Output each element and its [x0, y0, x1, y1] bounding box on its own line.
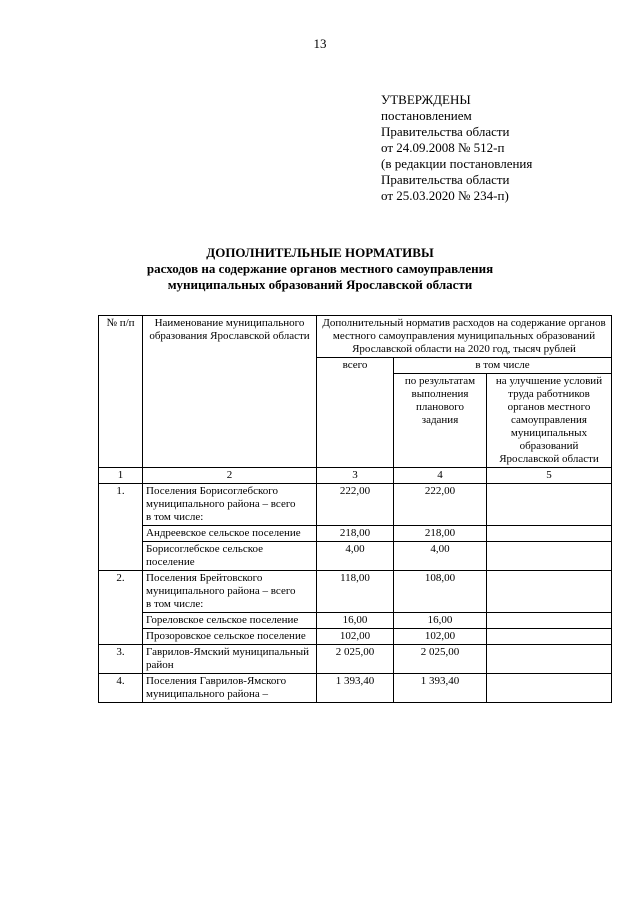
- table-row: [99, 613, 612, 629]
- title-line-1: ДОПОЛНИТЕЛЬНЫЕ НОРМАТИВЫ: [206, 245, 434, 260]
- row-improve: [487, 571, 612, 613]
- document-title: [0, 245, 640, 293]
- row-results: 2 025,00: [394, 645, 487, 674]
- row-improve: [487, 629, 612, 645]
- row-name-cell: [143, 484, 317, 526]
- row-total: 222,00: [317, 484, 394, 526]
- row-results: 218,00: [394, 526, 487, 542]
- approval-line: от 24.09.2008 № 512-п: [381, 140, 505, 155]
- header-row: [99, 316, 612, 358]
- row-name: Гореловское сельское поселение: [143, 613, 317, 629]
- row-improve: [487, 484, 612, 526]
- row-total: 4,00: [317, 542, 394, 571]
- row-results: 16,00: [394, 613, 487, 629]
- title-line-3: муниципальных образований Ярославской области: [167, 277, 473, 292]
- table-row: [99, 645, 612, 674]
- header-improve: на улучшение условий труда работников органов местного самоуправления муниципальных образований Ярославской области: [487, 374, 612, 468]
- row-num: 4.: [99, 674, 143, 703]
- approval-line: от 25.03.2020 № 234-п): [381, 188, 509, 203]
- table-row: [99, 484, 612, 526]
- table-row: [99, 674, 612, 703]
- col-number: 4: [394, 468, 487, 484]
- approval-line: Правительства области: [381, 172, 510, 187]
- row-sub: в том числе:: [146, 598, 204, 610]
- row-num: 2.: [99, 571, 143, 645]
- row-num: 1.: [99, 484, 143, 571]
- row-total: 1 393,40: [317, 674, 394, 703]
- row-name-cell: [143, 571, 317, 613]
- header-name: Наименование муниципального образования Ярославской области: [143, 316, 317, 468]
- row-results: 108,00: [394, 571, 487, 613]
- header-total: всего: [317, 358, 394, 468]
- row-results: 1 393,40: [394, 674, 487, 703]
- header-norm: Дополнительный норматив расходов на содержание органов местного самоуправления муниципальных образований Ярославской области на 2020 год, тысяч рублей: [317, 316, 612, 358]
- col-number: 5: [487, 468, 612, 484]
- approval-block: [381, 92, 621, 204]
- table-row: [99, 629, 612, 645]
- row-total: 102,00: [317, 629, 394, 645]
- col-number: 1: [99, 468, 143, 484]
- row-results: 102,00: [394, 629, 487, 645]
- row-improve: [487, 645, 612, 674]
- row-name: Борисоглебское сельское поселение: [143, 542, 317, 571]
- header-results: по результатам выполнения планового задания: [394, 374, 487, 468]
- col-number: 3: [317, 468, 394, 484]
- row-num: 3.: [99, 645, 143, 674]
- row-results: 4,00: [394, 542, 487, 571]
- row-total: 2 025,00: [317, 645, 394, 674]
- column-number-row: [99, 468, 612, 484]
- approval-line: Правительства области: [381, 124, 510, 139]
- col-number: 2: [143, 468, 317, 484]
- approval-line: постановлением: [381, 108, 472, 123]
- row-name: Андреевское сельское поселение: [143, 526, 317, 542]
- approval-line: УТВЕРЖДЕНЫ: [381, 92, 471, 107]
- page-number: 13: [313, 36, 327, 51]
- norms-table: [98, 315, 612, 703]
- row-sub: в том числе:: [146, 511, 204, 523]
- row-improve: [487, 526, 612, 542]
- row-total: 16,00: [317, 613, 394, 629]
- row-name: Поселения Борисоглебского муниципального района – всего: [146, 485, 296, 510]
- approval-line: (в редакции постановления: [381, 156, 533, 171]
- row-improve: [487, 542, 612, 571]
- row-results: 222,00: [394, 484, 487, 526]
- table-row: [99, 542, 612, 571]
- row-name: Гаврилов-Ямский муниципальный район: [143, 645, 317, 674]
- row-total: 118,00: [317, 571, 394, 613]
- header-num: № п/п: [99, 316, 143, 468]
- row-name: Поселения Брейтовского муниципального района – всего: [146, 572, 296, 597]
- row-name: Поселения Гаврилов-Ямского муниципального района –: [143, 674, 317, 703]
- table-row: [99, 526, 612, 542]
- table-row: [99, 571, 612, 613]
- row-improve: [487, 674, 612, 703]
- title-line-2: расходов на содержание органов местного самоуправления: [146, 261, 494, 276]
- row-total: 218,00: [317, 526, 394, 542]
- row-name: Прозоровское сельское поселение: [143, 629, 317, 645]
- row-improve: [487, 613, 612, 629]
- header-including: в том числе: [394, 358, 612, 374]
